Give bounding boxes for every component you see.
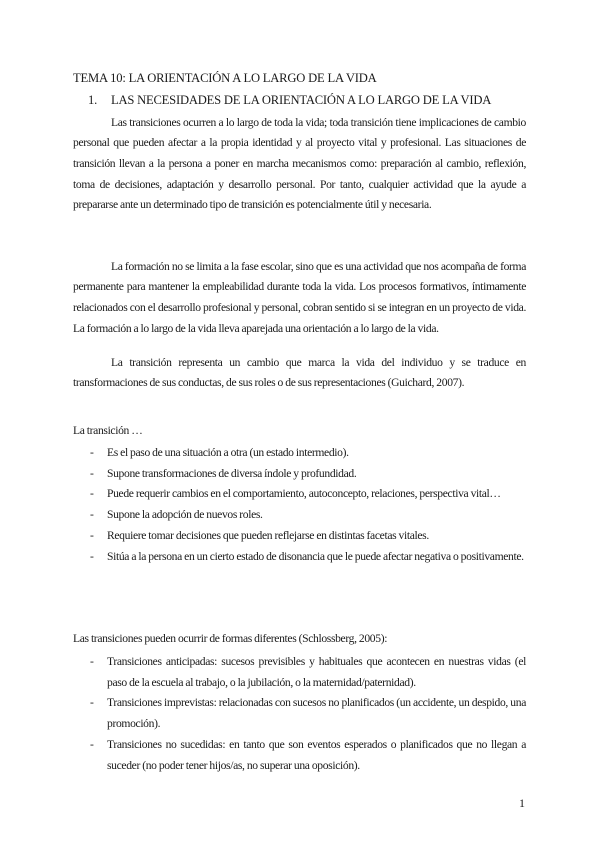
paragraph-3: La transición representa un cambio que marca la vida del individuo y se traduce en transformaciones de sus conductas, de sus roles o de sus representaciones (Guichard, 2007). [73, 355, 526, 390]
dash-bullet: - [90, 737, 94, 751]
list-item: - Transiciones imprevistas: relacionadas con sucesos no planificados (un accidente, un despido, una promoción). [90, 693, 526, 734]
dash-bullet: - [90, 466, 94, 480]
section-heading [88, 93, 491, 108]
list-item: - Requiere tomar decisiones que pueden reflejarse en distintas facetas vitales. [90, 526, 526, 547]
list-item: - Transiciones no sucedidas: en tanto que son eventos esperados o planificados que no llegan a suceder (no poder tener hijos/as, no superar una oposición). [90, 735, 526, 776]
list-item: - Supone transformaciones de diversa índole y profundidad. [90, 464, 526, 485]
list-item: - Sitúa a la persona en un cierto estado de disonancia que le puede afectar negativa o positivamente. [90, 547, 526, 568]
list-item: - Transiciones anticipadas: sucesos previsibles y habituales que acontecen en nuestras vidas (el paso de la escuela al trabajo, o la jubilación, o la maternidad/paternidad). [90, 652, 526, 693]
paragraph-1: Las transiciones ocurren a lo largo de toda la vida; toda transición tiene implicaciones de cambio personal que pueden afectar a la propia identidad y al proyecto vital y profesional. Las situaciones de transición llevan a la persona a poner en marcha mecanismos como: preparación al cambio, reflexión, toma de decisiones, adaptación y desarrollo personal. Por tanto, cualquier actividad que la ayude a prepararse ante un determinado tipo de transición es potencialmente útil y necesaria. [73, 115, 526, 212]
dash-bullet: - [90, 508, 94, 522]
document-title: TEMA 10: LA ORIENTACIÓN A LO LARGO DE LA VIDA [73, 71, 377, 85]
section-heading-text: LAS NECESIDADES DE LA ORIENTACIÓN A LO LARGO DE LA VIDA [110, 93, 492, 107]
transition-intro: La transición … [73, 424, 143, 437]
list-item: - Supone la adopción de nuevos roles. [90, 505, 526, 526]
list-item: - Puede requerir cambios en el comportamiento, autoconcepto, relaciones, perspectiva vital… [90, 484, 526, 505]
section-number: 1. [88, 93, 98, 107]
list-item: - Es el paso de una situación a otra (un estado intermedio). [90, 443, 526, 464]
types-list [90, 652, 526, 776]
paragraph-2: La formación no se limita a la fase escolar, sino que es una actividad que nos acompaña de forma permanente para mantener la empleabilidad durante toda la vida. Los procesos formativos, íntimamente relacionados con el desarrollo profesional y personal, cobran sentido si se integran en un proyecto de vida. La formación a lo largo de la vida lleva aparejada una orientación a lo largo de la vida. [73, 259, 526, 335]
page-number: 1 [519, 796, 525, 810]
dash-bullet: - [90, 549, 94, 563]
dash-bullet: - [90, 696, 94, 710]
dash-bullet: - [90, 655, 94, 668]
types-intro: Las transiciones pueden ocurrir de formas diferentes (Schlossberg, 2005): [73, 632, 388, 645]
dash-bullet: - [90, 487, 94, 501]
transition-list [90, 443, 526, 567]
dash-bullet: - [90, 446, 94, 459]
dash-bullet: - [90, 528, 94, 542]
